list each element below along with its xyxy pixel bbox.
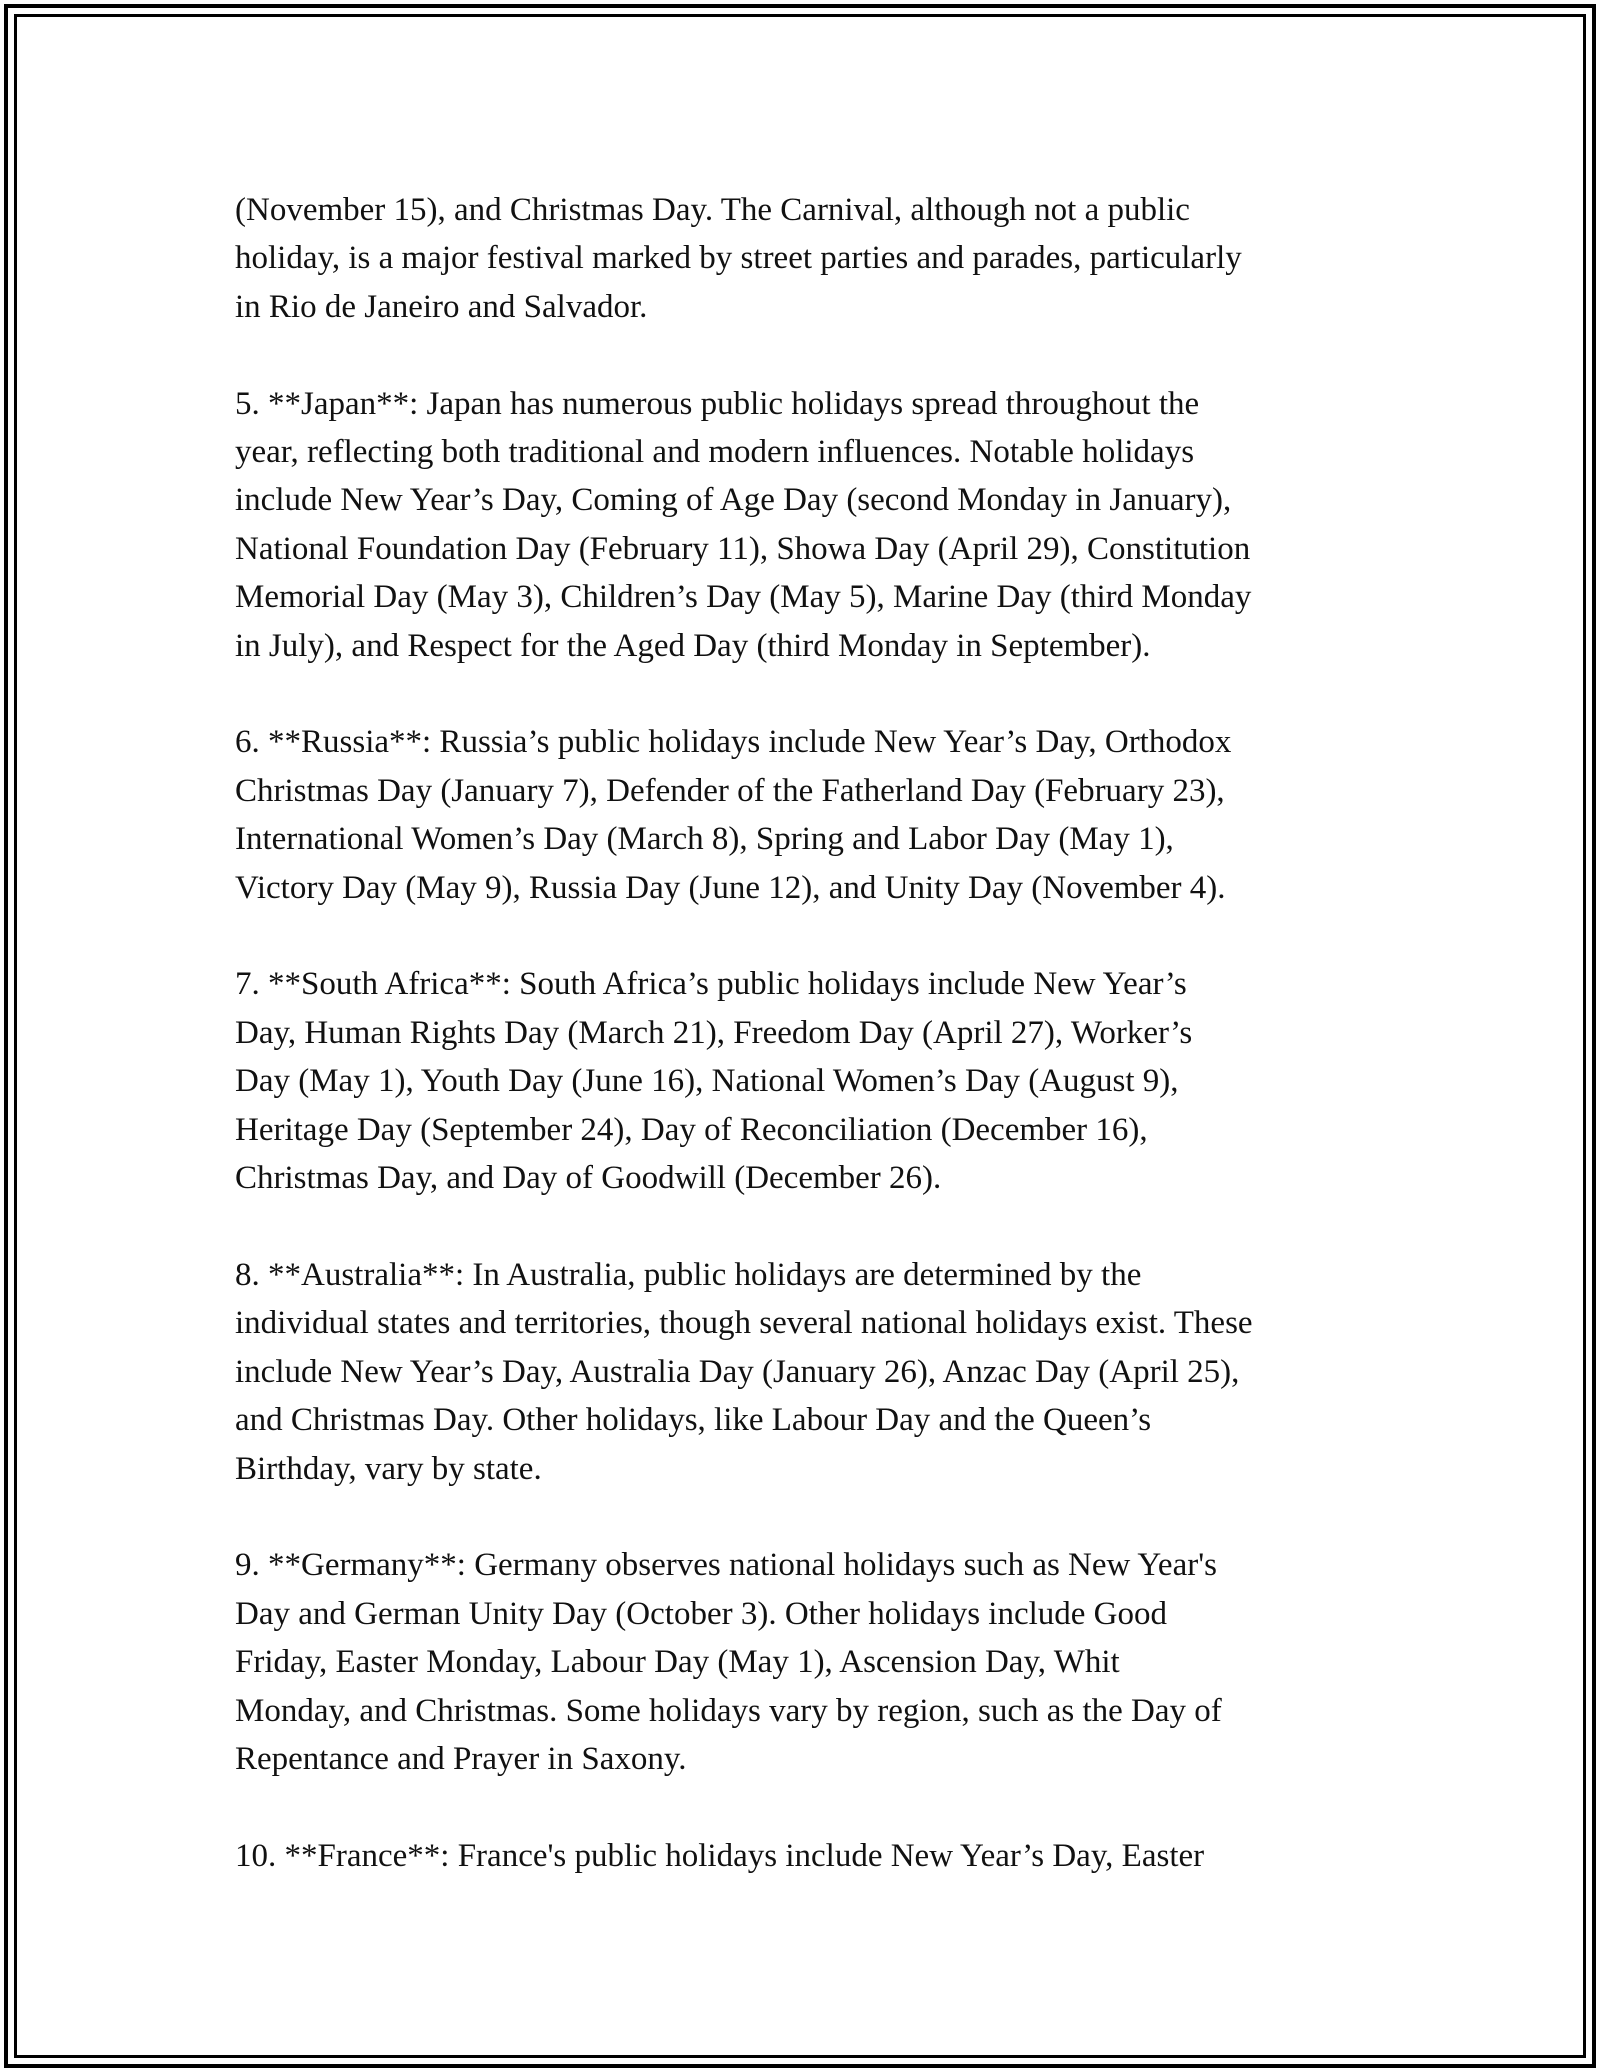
text-line: include New Year’s Day, Australia Day (January 26), Anzac Day (April 25), [235,1353,1240,1390]
text-line: National Foundation Day (February 11), Showa Day (April 29), Constitution [235,530,1251,567]
paragraph-france [235,1832,1385,1880]
text-line: (November 15), and Christmas Day. The Carnival, although not a public [235,192,1190,228]
text-line: Repentance and Prayer in Saxony. [235,1740,687,1777]
text-line: 10. **France**: France's public holidays include New Year’s Day, Easter [235,1837,1205,1874]
text-line: Monday, and Christmas. Some holidays vary by region, such as the Day of [235,1692,1222,1729]
text-line: Memorial Day (May 3), Children’s Day (May 5), Marine Day (third Monday [235,579,1252,616]
text-line: Heritage Day (September 24), Day of Reconciliation (December 16), [235,1111,1148,1148]
text-line: International Women’s Day (March 8), Spring and Labor Day (May 1), [235,821,1174,858]
text-line: 5. **Japan**: Japan has numerous public holidays spread throughout the [235,385,1200,422]
text-line: Day (May 1), Youth Day (June 16), National Women’s Day (August 9), [235,1063,1179,1100]
text-line: Day, Human Rights Day (March 21), Freedom Day (April 27), Worker’s [235,1014,1193,1051]
text-line: 7. **South Africa**: South Africa’s public holidays include New Year’s [235,966,1187,1003]
text-line: holiday, is a major festival marked by street parties and parades, particularly [235,240,1242,277]
text-line: 9. **Germany**: Germany observes national holidays such as New Year's [235,1547,1217,1584]
text-line: individual states and territories, though several national holidays exist. These [235,1305,1253,1342]
text-line: 8. **Australia**: In Australia, public holidays are determined by the [235,1256,1142,1293]
paragraph-japan [235,380,1385,670]
paragraph-germany [235,1541,1385,1783]
text-line: include New Year’s Day, Coming of Age Day (second Monday in January), [235,482,1232,519]
text-line: Birthday, vary by state. [235,1450,542,1487]
text-line: 6. **Russia**: Russia’s public holidays include New Year’s Day, Orthodox [235,724,1232,761]
text-line: and Christmas Day. Other holidays, like Labour Day and the Queen’s [235,1402,1152,1439]
text-line: in July), and Respect for the Aged Day (third Monday in September). [235,627,1151,664]
document-body [235,186,1385,1880]
text-line: in Rio de Janeiro and Salvador. [235,288,648,325]
paragraph-south-africa [235,960,1385,1202]
paragraph-brazil-continued [235,186,1385,331]
text-line: Christmas Day (January 7), Defender of the Fatherland Day (February 23), [235,772,1225,809]
text-line: year, reflecting both traditional and modern influences. Notable holidays [235,434,1195,471]
paragraph-australia [235,1251,1385,1493]
paragraph-russia [235,718,1385,912]
text-line: Friday, Easter Monday, Labour Day (May 1), Ascension Day, Whit [235,1644,1120,1681]
text-line: Victory Day (May 9), Russia Day (June 12), and Unity Day (November 4). [235,869,1226,906]
text-line: Day and German Unity Day (October 3). Other holidays include Good [235,1595,1167,1632]
text-line: Christmas Day, and Day of Goodwill (December 26). [235,1160,942,1197]
